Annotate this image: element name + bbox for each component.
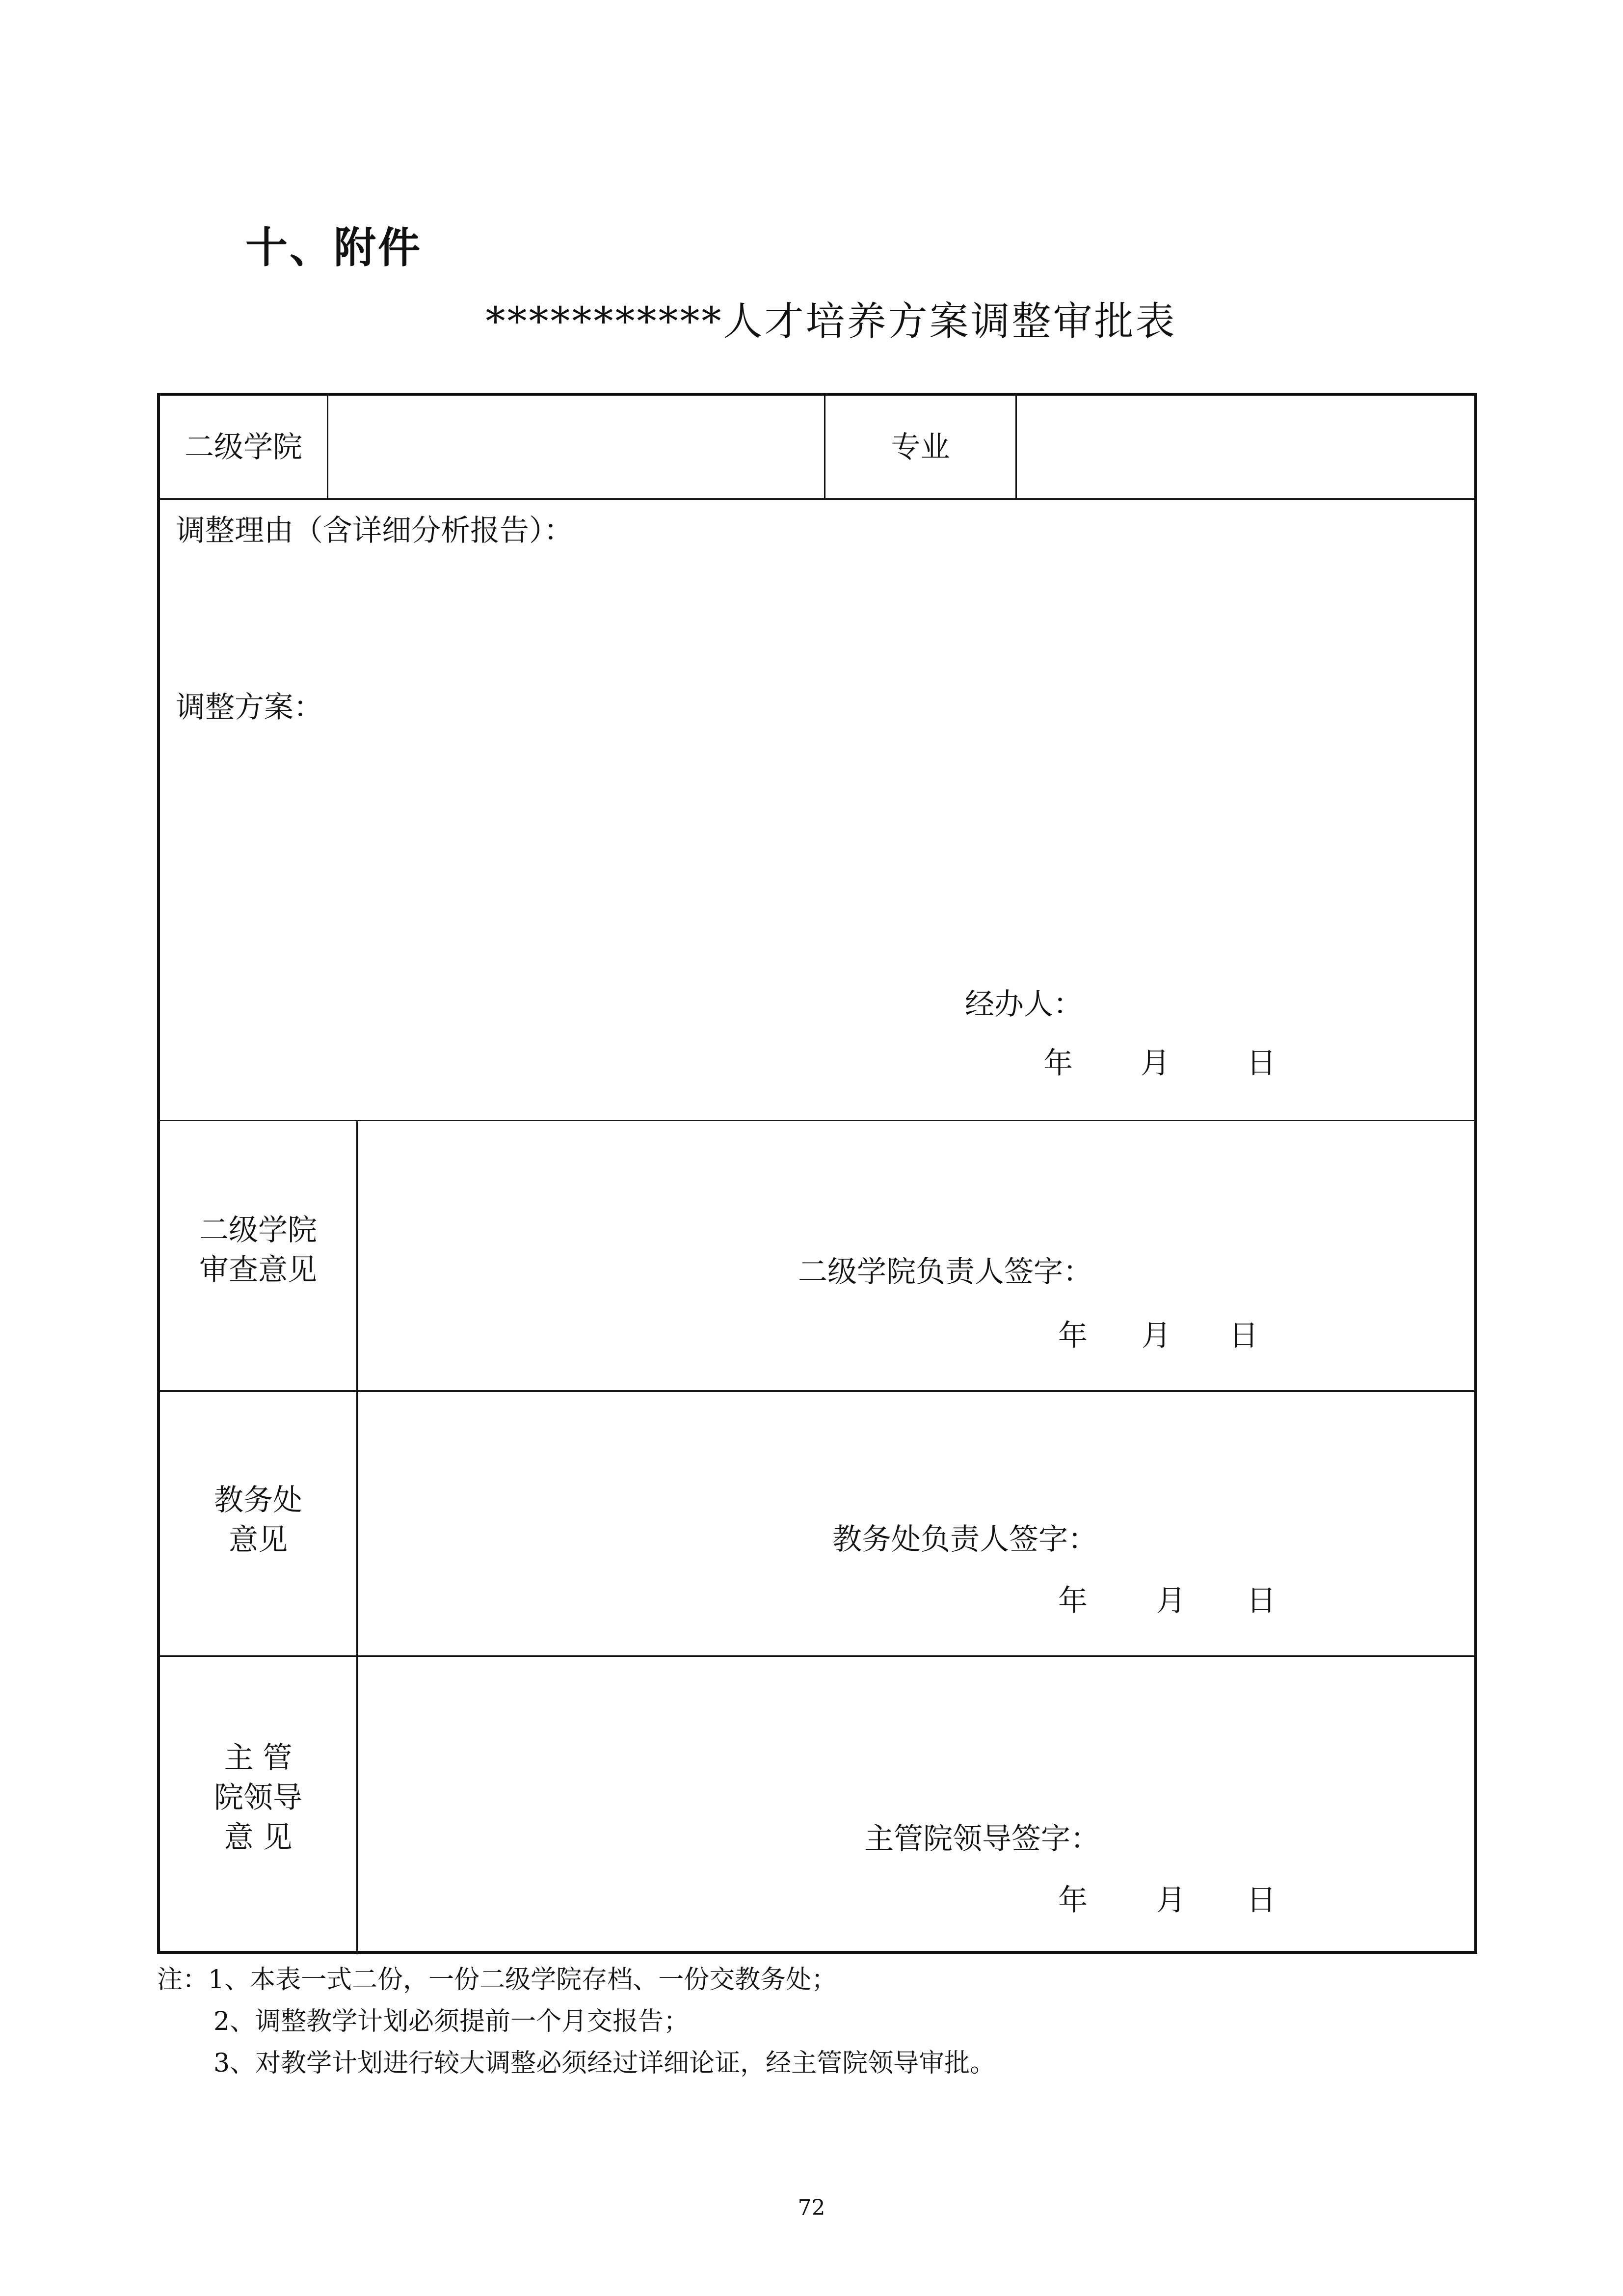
date-day: 日 bbox=[1247, 1046, 1276, 1080]
column-divider bbox=[356, 1120, 358, 1954]
date-day: 日 bbox=[1229, 1319, 1258, 1353]
academic-affairs-label bbox=[160, 1481, 356, 1560]
column-divider bbox=[1015, 396, 1017, 500]
date-day: 日 bbox=[1247, 1584, 1276, 1618]
label-line: 主 管 bbox=[224, 1741, 293, 1775]
label-line: 意见 bbox=[229, 1523, 288, 1557]
approval-form-table bbox=[157, 393, 1477, 1954]
form-title: ***********人才培养方案调整审批表 bbox=[485, 298, 1177, 344]
date-day: 日 bbox=[1247, 1883, 1276, 1918]
note-line: 注：1、本表一式二份，一份二级学院存档、一份交教务处； bbox=[157, 1965, 837, 1995]
page-number: 72 bbox=[798, 2195, 825, 2220]
label-line: 院领导 bbox=[214, 1781, 302, 1815]
plan-label: 调整方案： bbox=[176, 690, 323, 725]
college-label: 二级学院 bbox=[185, 430, 302, 464]
date-month: 月 bbox=[1156, 1584, 1186, 1618]
date-month: 月 bbox=[1142, 1319, 1171, 1353]
date-month: 月 bbox=[1141, 1046, 1170, 1080]
label-line: 审查意见 bbox=[199, 1253, 317, 1287]
note-line: 2、调整教学计划必须提前一个月交报告； bbox=[213, 2007, 690, 2036]
note-line: 3、对教学计划进行较大调整必须经过详细论证，经主管院领导审批。 bbox=[213, 2049, 996, 2078]
label-line: 意 见 bbox=[224, 1820, 293, 1855]
row-divider bbox=[160, 498, 1474, 500]
reason-label: 调整理由（含详细分析报告）： bbox=[176, 513, 573, 548]
academic-affairs-signature-label: 教务处负责人签字： bbox=[832, 1522, 1097, 1557]
date-year: 年 bbox=[1058, 1319, 1088, 1353]
leader-signature-label: 主管院领导签字： bbox=[864, 1822, 1100, 1856]
college-review-label bbox=[160, 1211, 356, 1290]
label-line: 教务处 bbox=[214, 1483, 302, 1517]
college-signature-label: 二级学院负责人签字： bbox=[798, 1255, 1092, 1289]
section-heading: 十、附件 bbox=[245, 223, 422, 272]
leader-review-label bbox=[160, 1738, 356, 1858]
date-year: 年 bbox=[1058, 1584, 1088, 1618]
date-year: 年 bbox=[1043, 1046, 1073, 1080]
major-label: 专业 bbox=[891, 430, 950, 464]
label-line: 二级学院 bbox=[199, 1213, 317, 1247]
date-month: 月 bbox=[1156, 1883, 1186, 1918]
handler-label: 经办人： bbox=[965, 987, 1083, 1022]
column-divider bbox=[327, 396, 328, 500]
date-year: 年 bbox=[1058, 1883, 1088, 1918]
